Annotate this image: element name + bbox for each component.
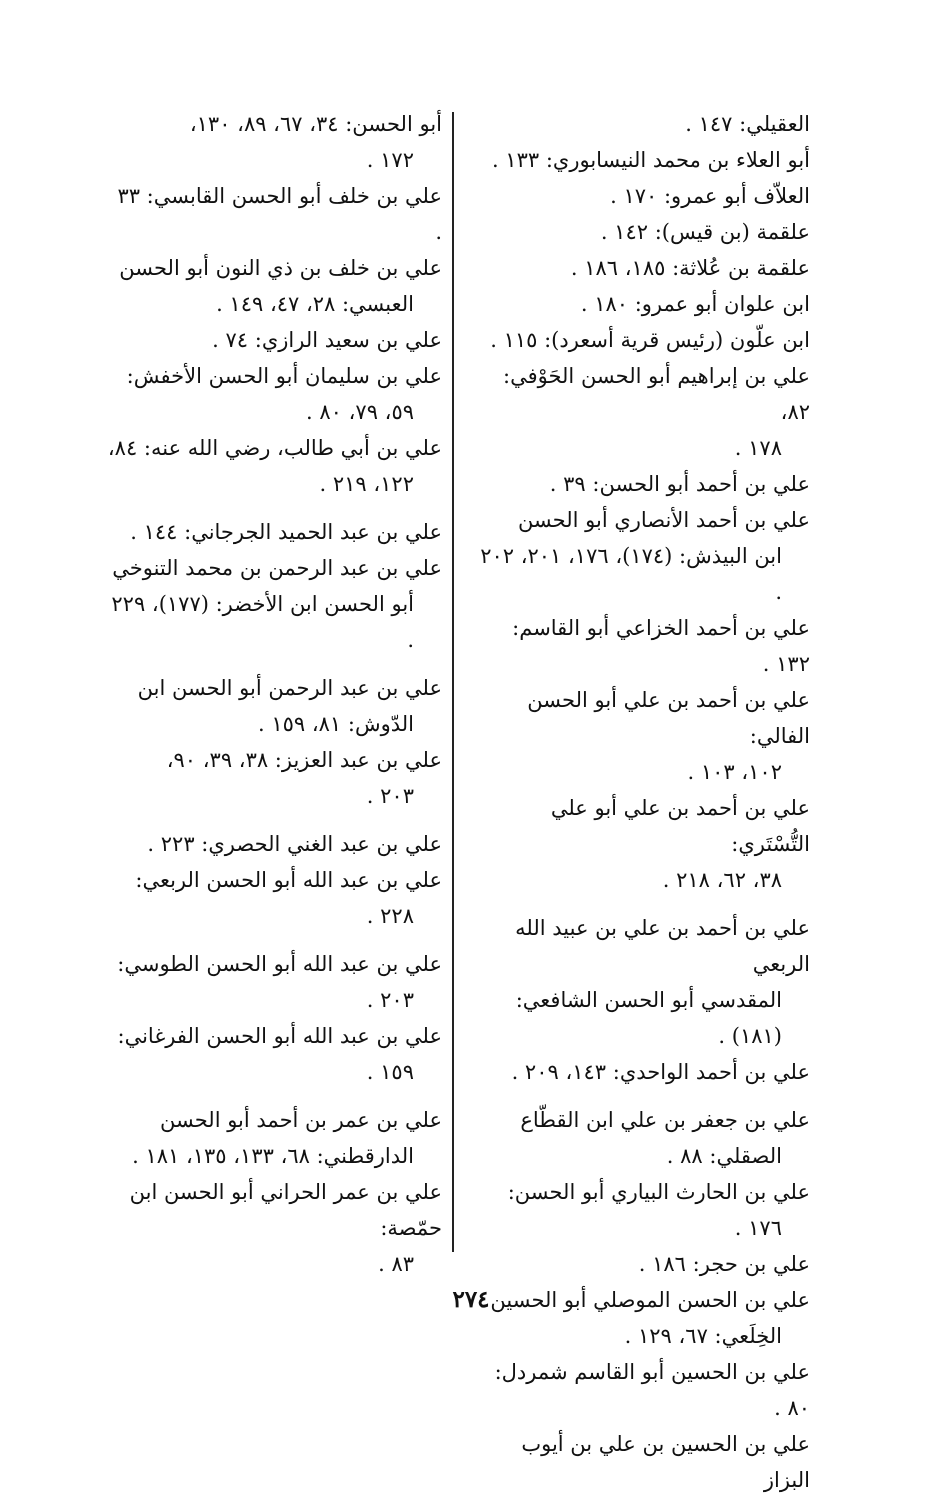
- index-entry: [474, 1426, 810, 1498]
- index-entry: [474, 106, 810, 142]
- index-entry-continuation: ١٧٢ .: [366, 148, 414, 172]
- index-entry-continuation: العبسي: ٢٨، ٤٧، ١٤٩ .: [216, 292, 414, 316]
- index-entry-text: علي بن إبراهيم أبو الحسن الحَوْفي: ٨٢،: [503, 364, 810, 424]
- index-entry-text: علي بن أبي طالب، رضي الله عنه: ٨٤،: [107, 436, 442, 460]
- index-entry-text: علي بن عبد الحميد الجرجاني: ١٤٤ .: [130, 520, 442, 544]
- index-entry-continuation: المقدسي أبو الحسن الشافعي: (١٨١) .: [515, 988, 782, 1048]
- index-entry-continuation: ٥٩، ٧٩، ٨٠ .: [306, 400, 414, 424]
- index-entry: [106, 106, 442, 178]
- index-entry-continuation: ٢٢٨ .: [366, 904, 414, 928]
- index-entry-continuation: ١٧٦ .: [734, 1216, 782, 1240]
- index-entry: [474, 322, 810, 358]
- index-entry-text: علي بن سعيد الرازي: ٧٤ .: [212, 328, 442, 352]
- index-entry: [474, 682, 810, 790]
- index-entry-text: العقيلي: ١٤٧ .: [685, 112, 810, 136]
- index-entry: [474, 1102, 810, 1174]
- index-entry-continuation: ٢٠٣ .: [366, 784, 414, 808]
- index-entry: [474, 1174, 810, 1246]
- index-entry-continuation: الخِلَعي: ٦٧، ١٢٩ .: [624, 1324, 782, 1348]
- index-entry-text: علي بن عبد الرحمن أبو الحسن ابن: [137, 676, 442, 700]
- index-entry: [106, 946, 442, 1018]
- index-entry-text: علي بن أحمد بن علي بن عبيد الله الربعي: [515, 916, 810, 976]
- index-entry-continuation: ٢٠٣ .: [366, 988, 414, 1012]
- index-entry-text: ابن علوان أبو عمرو: ١٨٠ .: [580, 292, 810, 316]
- index-entry-continuation: ٣٨، ٦٢، ٢١٨ .: [662, 868, 782, 892]
- index-entry: [106, 1018, 442, 1090]
- index-entry: [474, 1054, 810, 1090]
- index-entry-text: علي بن أحمد بن علي أبو علي التُّسْتَري:: [550, 796, 810, 856]
- index-entry-text: علي بن أحمد الواحدي: ١٤٣، ٢٠٩ .: [511, 1060, 810, 1084]
- index-entry: [474, 286, 810, 322]
- index-entry: [106, 1102, 442, 1174]
- index-entry: [106, 250, 442, 322]
- index-entry-text: علي بن أحمد بن علي أبو الحسن الفالي:: [527, 688, 810, 748]
- index-entry: [106, 322, 442, 358]
- index-entry: [106, 514, 442, 550]
- index-entry-text: علي بن الحسن الموصلي أبو الحسين: [490, 1288, 810, 1312]
- index-entry-text: علي بن عمر بن أحمد أبو الحسن: [160, 1108, 442, 1132]
- index-entry-continuation: الدارقطني: ٦٨، ١٣٣، ١٣٥، ١٨١ .: [132, 1144, 414, 1168]
- index-entry: [474, 790, 810, 898]
- index-entry-text: علي بن الحارث البياري أبو الحسن:: [507, 1180, 810, 1204]
- index-entry: [106, 670, 442, 742]
- index-entry-text: علي بن حجر: ١٨٦ .: [638, 1252, 810, 1276]
- index-entry-text: علي بن الحسين أبو القاسم شمردل: ٨٠ .: [494, 1360, 810, 1420]
- index-entry: [474, 910, 810, 1054]
- index-entry-continuation: ١٥٩ .: [366, 1060, 414, 1084]
- index-entry-continuation: الدّوش: ٨١، ١٥٩ .: [257, 712, 414, 736]
- index-entry-text: علي بن عمر الحراني أبو الحسن ابن حمّصة:: [129, 1180, 442, 1240]
- index-entry-text: علي بن أحمد أبو الحسن: ٣٩ .: [549, 472, 810, 496]
- index-entry-text: أبو الحسن: ٣٤، ٦٧، ٨٩، ١٣٠،: [189, 112, 442, 136]
- index-entry-continuation: أبو الحسن ابن الأخضر: (١٧٧)، ٢٢٩ .: [111, 592, 414, 652]
- index-entry-continuation: الصقلي: ٨٨ .: [666, 1144, 782, 1168]
- index-entry: [106, 862, 442, 934]
- index-entry-continuation: ٨٣ .: [378, 1252, 414, 1276]
- index-entry-text: علي بن عبد الله أبو الحسن الربعي:: [135, 868, 442, 892]
- index-entry-text: علي بن عبد الله أبو الحسن الفرغاني:: [117, 1024, 442, 1048]
- index-entry: [106, 178, 442, 250]
- index-entry-text: علي بن عبد الرحمن بن محمد التنوخي: [112, 556, 442, 580]
- index-entry-text: علي بن الحسين بن علي بن أيوب البزاز: [521, 1432, 810, 1492]
- index-entry: [474, 142, 810, 178]
- index-entry-continuation: ابن البيذش: (١٧٤)، ١٧٦، ٢٠١، ٢٠٢ .: [480, 544, 782, 604]
- page-number: ٢٧٤: [452, 1286, 490, 1313]
- index-entry-text: علي بن سليمان أبو الحسن الأخفش:: [126, 364, 442, 388]
- index-entry: [106, 1174, 442, 1282]
- index-entry-text: أبو العلاء بن محمد النيسابوري: ١٣٣ .: [491, 148, 810, 172]
- index-entry-text: علي بن عبد العزيز: ٣٨، ٣٩، ٩٠،: [166, 748, 442, 772]
- index-entry-continuation: ١٢٢، ٢١٩ .: [319, 472, 414, 496]
- index-column-left: [106, 106, 442, 1282]
- column-divider: [452, 112, 454, 1252]
- index-entry: [106, 430, 442, 502]
- index-entry-text: علي بن أحمد الأنصاري أبو الحسن: [517, 508, 810, 532]
- index-entry-text: علي بن أحمد الخزاعي أبو القاسم: ١٣٢ .: [512, 616, 810, 676]
- index-entry: [106, 358, 442, 430]
- index-entry-text: ابن علّون (رئيس قرية أسعرد): ١١٥ .: [490, 328, 810, 352]
- index-entry: [474, 466, 810, 502]
- index-entry-text: علي بن خلف أبو الحسن القابسي: ٣٣ .: [117, 184, 442, 244]
- index-entry-text: علي بن عبد الغني الحصري: ٢٢٣ .: [147, 832, 442, 856]
- index-entry: [474, 178, 810, 214]
- index-entry-text: علي بن جعفر بن علي ابن القطّاع: [520, 1108, 810, 1132]
- index-entry: [474, 214, 810, 250]
- index-entry: [106, 550, 442, 658]
- index-entry-text: علي بن عبد الله أبو الحسن الطوسي:: [117, 952, 442, 976]
- index-entry-continuation: ١٧٨ .: [734, 436, 782, 460]
- index-entry: [474, 502, 810, 610]
- index-entry: [474, 358, 810, 466]
- index-entry: [106, 742, 442, 814]
- index-entry-text: العلاّف أبو عمرو: ١٧٠ .: [610, 184, 810, 208]
- index-entry-text: علي بن خلف بن ذي النون أبو الحسن: [119, 256, 442, 280]
- index-entry: [474, 610, 810, 682]
- index-entry: [474, 1354, 810, 1426]
- index-entry-continuation: ١٠٢، ١٠٣ .: [687, 760, 782, 784]
- index-entry: [106, 826, 442, 862]
- index-entry: [474, 250, 810, 286]
- index-entry-text: علقمة بن عُلاثة: ١٨٥، ١٨٦ .: [570, 256, 810, 280]
- index-entry-text: علقمة (بن قيس): ١٤٢ .: [600, 220, 810, 244]
- index-entry: [474, 1246, 810, 1282]
